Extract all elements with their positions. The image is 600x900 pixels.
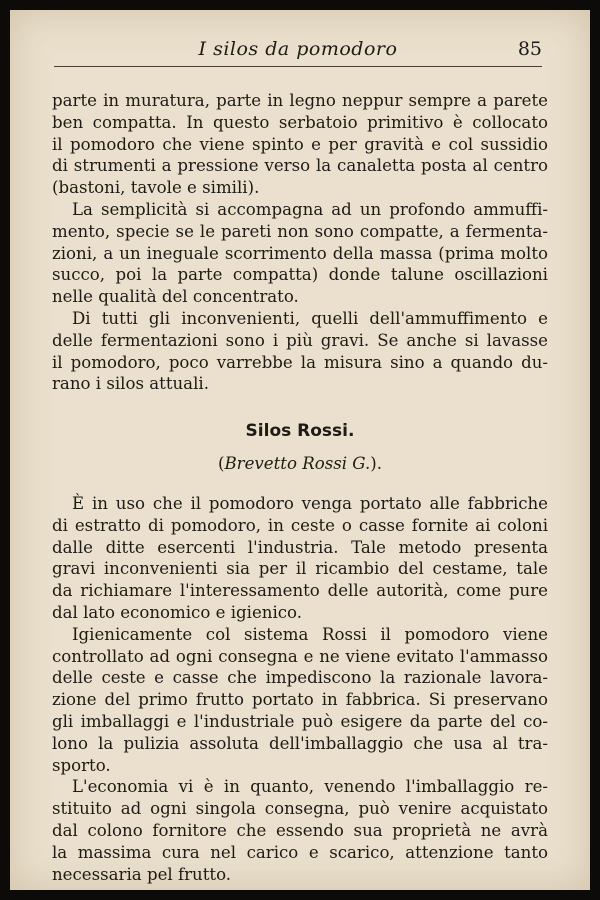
paragraph (52, 199, 548, 308)
text-line: il pomodoro, poco varrebbe la misura sino a quando du- (52, 352, 548, 372)
book-page (10, 10, 590, 890)
text-line: (bastoni, tavole e simili). (52, 178, 260, 198)
text-line: dal lato economico e igienico. (52, 602, 303, 622)
text-line: di strumenti a pressione verso la canaletta posta al centro (52, 156, 548, 176)
text-line: parte in muratura, parte in legno neppur sempre a parete (52, 91, 548, 110)
text-line: nelle qualità del concentrato. (52, 287, 299, 307)
paragraph (52, 493, 548, 624)
patent-note-open: ( (217, 454, 225, 473)
text-line: necessaria pel frutto. (52, 864, 232, 884)
text-line: È in uso che il pomodoro venga portato alle fabbriche (72, 494, 548, 513)
patent-note-close: ). (370, 454, 382, 473)
text-line: gli imballaggi e l'industriale può esigere da parte del co- (52, 711, 548, 731)
text-line: delle ceste e casse che impediscono la razionale lavora- (52, 668, 548, 688)
text-line: delle fermentazioni sono i più gravi. Se anche si lavasse (52, 330, 548, 350)
text-line: dalle ditte esercenti l'industria. Tale metodo presenta (52, 537, 548, 557)
paragraph (52, 90, 548, 199)
text-line: sporto. (52, 755, 111, 775)
text-line: il pomodoro che viene spinto e per gravità e col sussidio (52, 134, 548, 154)
text-line: dal colono fornitore che essendo sua proprietà ne avrà (52, 820, 548, 840)
text-line: mento, specie se le pareti non sono compatte, a fermenta- (52, 221, 548, 241)
text-line: lono la pulizia assoluta dell'imballaggio che usa al tra- (52, 733, 548, 753)
text-line: da richiamare l'interessamento delle autorità, come pure (52, 581, 548, 601)
page-header (54, 36, 542, 67)
text-line: di estratto di pomodoro, in ceste o casse fornite ai coloni (52, 515, 548, 535)
text-line: L'economia vi è in quanto, venendo l'imballaggio re- (72, 777, 548, 797)
text-line: La semplicità si accompagna ad un profondo ammuffi- (72, 199, 548, 219)
text-line: la massima cura nel carico e scarico, attenzione tanto (52, 842, 548, 862)
patent-note (10, 454, 590, 473)
text-line: zione del primo frutto portato in fabbrica. Si preservano (52, 690, 548, 710)
text-line: Di tutti gli inconvenienti, quelli dell'ammuffimento e (72, 308, 548, 328)
text-line: gravi inconvenienti sia per il ricambio del cestame, tale (52, 559, 548, 579)
paragraph (52, 308, 548, 395)
paragraph (52, 624, 548, 777)
paragraph (52, 776, 548, 885)
page-number: 85 (517, 38, 542, 60)
text-line: controllato ad ogni consegna e ne viene evitato l'ammasso (52, 646, 548, 666)
text-line: rano i silos attuali. (52, 374, 209, 394)
section-heading: Silos Rossi. (245, 421, 355, 441)
patent-note-text: Brevetto Rossi G. (224, 454, 371, 473)
text-block-before-section (52, 90, 548, 395)
running-title: I silos da pomodoro (198, 38, 398, 60)
text-block-after-section (52, 493, 548, 885)
text-line: Igienicamente col sistema Rossi il pomodoro viene (72, 624, 548, 644)
text-line: ben compatta. In questo serbatoio primitivo è collocato (52, 112, 548, 132)
text-line: zioni, a un ineguale scorrimento della massa (prima molto (52, 243, 548, 263)
text-line: succo, poi la parte compatta) donde talune oscillazioni (52, 265, 548, 285)
text-line: stituito ad ogni singola consegna, può venire acquistato (52, 799, 548, 819)
